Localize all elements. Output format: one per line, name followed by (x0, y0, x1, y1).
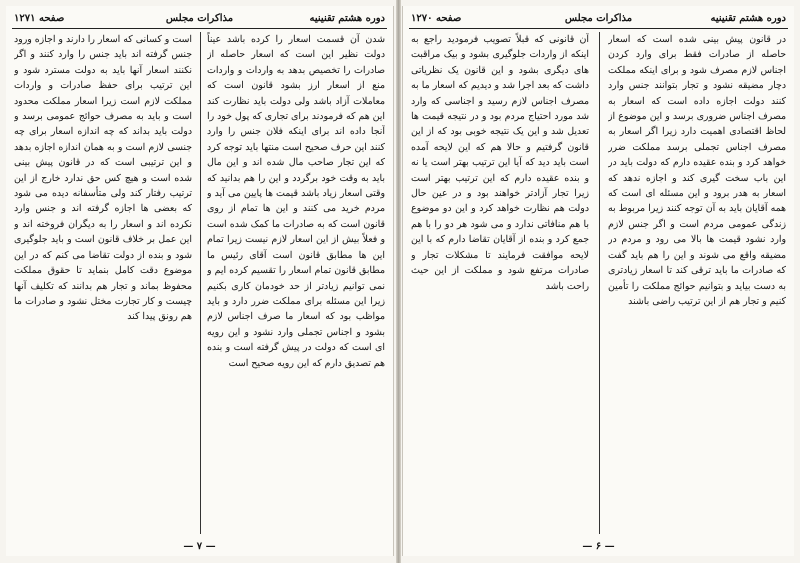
right-page (402, 6, 794, 556)
session-label: دوره هشتم تقنینیه (309, 13, 385, 24)
text-column-left (14, 32, 192, 534)
column-divider (200, 32, 201, 534)
column-divider (599, 32, 600, 534)
text-column-right (608, 32, 786, 534)
folio-number: — ۷ — (183, 541, 216, 552)
text-column-right (207, 32, 385, 534)
session-label: دوره هشتم تقنینیه (710, 13, 786, 24)
column-text: در قانون پیش بینی شده است که اسعار حاصله از صادرات فقط برای وارد کردن اجناس لازم مصرف شود و برای اینکه مملکت دچار مضیقه نشود و تجار بتوانند جنس وارد کنند دولت اجازه داده است که اسعار به مصرف اجناس ضروری برسد و این موضوع از لحاظ اقتصادی اهمیت دارد زیرا اگر اسعار به مصرف اجناس تجملی برسد مملکت ضرر خواهد کرد و بنده عقیده دارم که دولت باید در این باب سخت گیری کند و اجازه ندهد که اسعار به هدر برود و این مسئله ای است که همه آقایان باید به آن توجه کنند زیرا مربوط به زندگی عمومی مردم است و اگر جنس لازم وارد نشود قیمت ها بالا می رود و مردم در مضیقه واقع می شوند و این را هم باید گفت که صادرات ما باید ترقی کند تا اسعار زیادتری به دست بیاید و بتوانیم حوائج مملکت را تأمین کنیم و تجار هم از این ترتیب راضی باشند (608, 34, 786, 307)
column-text: آن قانونی که قبلاً تصویب فرمودید راجع به اینکه از واردات جلوگیری بشود و بیک مراقبت های دیگری بشود و این قانون یک نظریاتی داشت که بعد اجرا شد و دیدیم که اسعار ما به مصرف اجناس لازم رسید و اجناسی که وارد شد مورد احتیاج مردم بود و در نتیجه قیمت ها تعدیل شد و این یک نتیجه خوبی بود که از این قانون گرفتیم و حالا هم که این لایحه آمده است باید دید که آیا این ترتیب بهتر است یا نه و بنده عقیده دارم که این ترتیب بهتر است زیرا تجار آزادتر خواهند بود و در عین حال دولت هم نظارت خواهد کرد و این دو موضوع با هم منافاتی ندارد و می شود هر دو را با هم جمع کرد و بنده از آقایان تقاضا دارم که با این لایحه موافقت فرمایند تا مشکلات تجار و صادرات مرتفع شود و مملکت از این حیث راحت باشد (411, 34, 589, 292)
left-page-columns (14, 32, 385, 534)
text-column-left (411, 32, 589, 534)
page-number: صفحه ۱۲۷۰ (411, 13, 462, 24)
publication-title: مذاکرات مجلس (165, 13, 234, 24)
right-page-header (409, 12, 788, 29)
publication-title: مذاکرات مجلس (564, 13, 633, 24)
folio-number: — ۶ — (582, 541, 615, 552)
column-text: است و کسانی که اسعار را دارند و اجازه ورود جنس گرفته اند باید جنس را وارد کنند و اگر نکنند اسعار آنها باید به دولت مسترد شود و این ترتیب برای حفظ صادرات و واردات مملکت لازم است زیرا اسعار مملکت محدود است و باید به مصرف حوائج عمومی برسد و دولت باید بداند که چه اندازه اسعار برای چه جنسی لازم است و به همان اندازه اجازه بدهد و این ترتیبی است که در قانون پیش بینی شده است و هیچ کس حق ندارد خارج از این ترتیب رفتار کند ولی متأسفانه دیده می شود که بعضی ها اجازه گرفته اند و جنس وارد نکرده اند و اسعار را به دیگران فروخته اند و این عمل بر خلاف قانون است و باید جلوگیری شود و بنده از دولت تقاضا می کنم که در این موضوع دقت کامل بنماید تا حقوق مملکت محفوظ بماند و تجار هم بدانند که تکلیف آنها چیست و کار تجارت مختل نشود و صادرات ما هم رونق پیدا کند (14, 34, 192, 323)
page-gutter (396, 0, 401, 563)
left-page (6, 6, 394, 556)
page-number: صفحه ۱۲۷۱ (14, 13, 65, 24)
column-text: شدن آن قسمت اسعار را کرده باشد عیناً دولت نظیر این است که اسعار حاصله از صادرات را تخصیص بدهد به واردات و واردات منع از اسعار ارز بشود قانون است که معاملات آزاد باشد ولی دولت باید نظارت کند این هم که فرمودند برای تجاری که پول خود را آنجا داده اند برای اینکه فلان جنس را وارد کنند این حرف صحیح است منتها باید توجه کرد که این تجار صاحب مال شده اند و این مال باید به وقت خود برگردد و این را هم بدانید که وقتی اسعار زیاد باشد قیمت ها پایین می آید و مردم خرید می کنند و این ها تمام از روی قانون است که به صادرات ما کمک شده است و فعلاً بیش از این اسعار لازم نیست زیرا تمام این ها مطابق قانون است آقای رئیس ما مطابق قانون تمام اسعار را تقسیم کرده ایم و نمی توانیم زیادتر از حد خودمان کاری بکنیم زیرا این مسئله برای مملکت ضرر دارد و باید مواظب بود که اسعار ما صرف اجناس لازم بشود و اجناس تجملی وارد نشود و این رویه ای است که دولت در پیش گرفته است و بنده هم تصدیق دارم که این رویه صحیح است (207, 34, 385, 369)
left-page-header (12, 12, 387, 29)
right-page-columns (411, 32, 786, 534)
